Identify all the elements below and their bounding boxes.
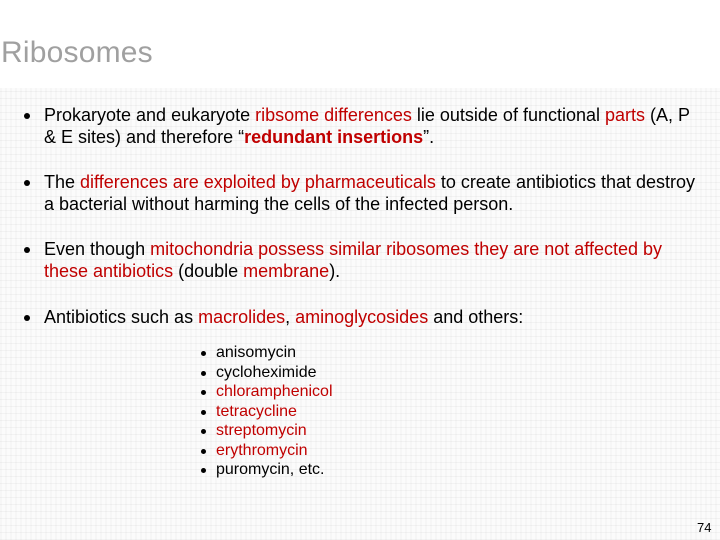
bullet-text: (A, P & E sites) and therefore “ <box>44 105 690 147</box>
list-item <box>216 382 333 402</box>
slide-title: Ribosomes <box>1 36 153 69</box>
bullet-dot-icon <box>201 468 206 473</box>
antibiotic-name: streptomycin <box>216 422 307 439</box>
highlight-bold-text: redundant insertions <box>244 127 424 147</box>
bullet-3 <box>44 238 704 282</box>
bullet-dot-icon <box>201 410 206 415</box>
list-item <box>216 343 333 363</box>
bullet-dot-icon <box>201 449 206 454</box>
bullet-dot-icon <box>24 113 30 119</box>
bullet-text: The <box>44 172 81 192</box>
bullet-text: Prokaryote and eukaryote <box>44 105 256 125</box>
bullet-text: Antibiotics such as <box>44 307 199 327</box>
bullet-dot-icon <box>24 315 30 321</box>
list-item <box>216 460 333 480</box>
antibiotic-name: erythromycin <box>216 441 308 459</box>
bullet-text: (double <box>173 261 244 281</box>
bullet-4 <box>44 306 704 328</box>
antibiotic-name: tetracycline <box>216 402 297 420</box>
bullet-dot-icon <box>201 371 206 376</box>
list-item <box>216 363 333 383</box>
list-item <box>216 441 333 461</box>
highlight-text: ribsome differences <box>255 105 412 125</box>
highlight-text: macrolides <box>198 307 286 327</box>
bullet-dot-icon <box>24 180 30 186</box>
bullet-dot-icon <box>201 390 206 395</box>
bullet-text: and others: <box>428 307 524 327</box>
bullet-dot-icon <box>24 247 30 253</box>
list-item <box>216 402 333 422</box>
page-number: 74 <box>697 520 712 535</box>
bullet-text: to create antibiotics that destroy a bacterial without harming the cells of the infected person. <box>44 172 696 214</box>
bullet-dot-icon <box>201 351 206 356</box>
antibiotic-name: anisomycin <box>216 344 297 361</box>
highlight-text: membrane <box>243 261 330 281</box>
highlight-text: differences are exploited by pharmaceuticals <box>80 172 436 192</box>
antibiotic-name: chloramphenicol <box>216 383 333 400</box>
highlight-text: aminoglycosides <box>295 307 429 327</box>
highlight-text: parts <box>605 105 646 125</box>
bullet-text: ”. <box>423 127 435 147</box>
highlight-text: mitochondria possess similar ribosomes they are not affected by these antibiotics <box>44 239 663 281</box>
bullet-dot-icon <box>201 429 206 434</box>
antibiotic-name: puromycin, etc. <box>216 461 325 478</box>
bullet-text: ). <box>329 261 341 281</box>
antibiotic-list <box>216 343 333 480</box>
antibiotic-name: cycloheximide <box>216 363 317 381</box>
bullet-text: lie outside of functional <box>411 105 605 125</box>
bullet-text: Even though <box>44 239 151 259</box>
list-item <box>216 421 333 441</box>
bullet-text: , <box>285 307 296 327</box>
bullet-2 <box>44 171 704 215</box>
bullet-1 <box>44 104 704 148</box>
